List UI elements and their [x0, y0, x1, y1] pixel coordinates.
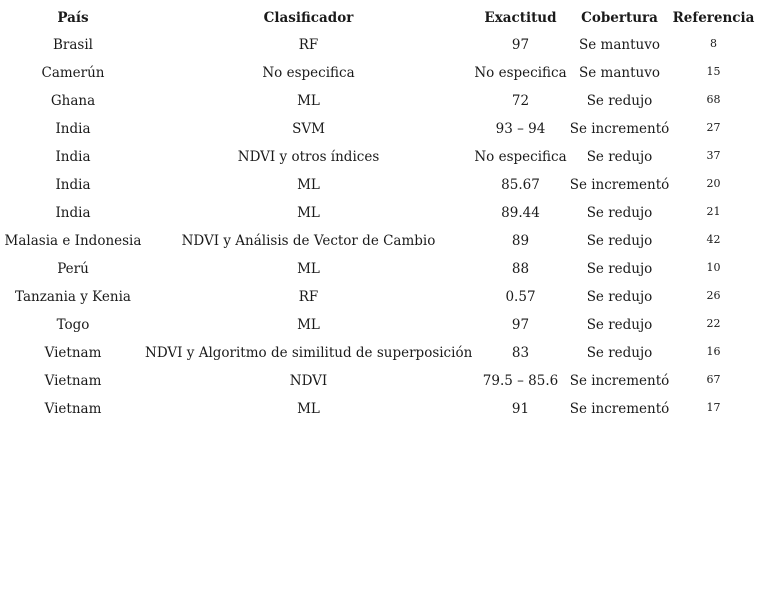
cell-cobertura: Se redujo	[586, 317, 653, 333]
cell-exactitud: 72	[511, 93, 530, 109]
table-row	[1, 339, 757, 367]
cell-pais: Perú	[57, 261, 89, 277]
cell-clasificador: ML	[297, 93, 320, 109]
cell-pais: India	[55, 149, 91, 165]
table-row	[1, 115, 757, 143]
cell-referencia: 68	[706, 93, 721, 106]
cell-exactitud: 97	[511, 317, 530, 333]
cell-exactitud: 0.57	[505, 289, 536, 305]
cell-exactitud: 89.44	[501, 205, 540, 221]
cell-cobertura: Se redujo	[586, 233, 653, 249]
header-pais: País	[57, 9, 89, 26]
cell-exactitud: 88	[511, 261, 530, 277]
cell-pais: Ghana	[50, 93, 96, 109]
cell-cobertura: Se redujo	[586, 261, 653, 277]
cell-pais: India	[55, 121, 91, 137]
table-row	[1, 31, 757, 59]
header-referencia: Referencia	[672, 9, 755, 26]
cell-pais: Malasia e Indonesia	[4, 233, 142, 249]
table-header	[1, 4, 757, 31]
cell-cobertura: Se incrementó	[569, 121, 670, 137]
cell-referencia: 10	[706, 261, 721, 274]
table-row	[1, 171, 757, 199]
table-row	[1, 227, 757, 255]
cell-clasificador: NDVI y otros índices	[237, 149, 380, 165]
cell-referencia: 21	[706, 205, 721, 218]
header-cobertura: Cobertura	[581, 9, 658, 26]
cell-exactitud: 93 – 94	[495, 121, 546, 137]
cell-exactitud: 89	[511, 233, 530, 249]
cell-referencia: 17	[706, 401, 721, 414]
cell-pais: Vietnam	[44, 401, 102, 417]
cell-cobertura: Se mantuvo	[579, 65, 660, 81]
table-row	[1, 59, 757, 87]
cell-clasificador: ML	[297, 261, 320, 277]
cell-pais: India	[55, 205, 91, 221]
header-exactitud: Exactitud	[484, 9, 557, 26]
cell-cobertura: Se incrementó	[569, 373, 670, 389]
cell-clasificador: NDVI y Algoritmo de similitud de superposición	[145, 345, 473, 361]
cell-cobertura: Se redujo	[586, 205, 653, 221]
table-row	[1, 367, 757, 395]
cell-cobertura: Se redujo	[586, 93, 653, 109]
table-row	[1, 255, 757, 283]
table-row	[1, 311, 757, 339]
cell-exactitud: 97	[511, 37, 530, 53]
cell-cobertura: Se mantuvo	[579, 37, 660, 53]
data-table	[1, 4, 757, 423]
cell-clasificador: NDVI y Análisis de Vector de Cambio	[181, 233, 436, 249]
table-body	[1, 31, 757, 423]
cell-pais: Vietnam	[44, 373, 102, 389]
cell-pais: Togo	[56, 317, 90, 333]
cell-referencia: 15	[706, 65, 721, 78]
cell-clasificador: RF	[298, 37, 319, 53]
cell-clasificador: No especifica	[262, 65, 355, 81]
cell-clasificador: ML	[297, 401, 320, 417]
cell-exactitud: No especifica	[474, 149, 567, 165]
table-row	[1, 199, 757, 227]
cell-cobertura: Se incrementó	[569, 177, 670, 193]
cell-exactitud: 91	[511, 401, 530, 417]
cell-clasificador: SVM	[292, 121, 325, 137]
header-row	[1, 4, 757, 31]
cell-referencia: 20	[706, 177, 721, 190]
cell-referencia: 8	[710, 37, 717, 50]
table-row	[1, 143, 757, 171]
cell-referencia: 37	[706, 149, 721, 162]
cell-pais: Brasil	[53, 37, 93, 53]
cell-cobertura: Se incrementó	[569, 401, 670, 417]
cell-exactitud: 83	[511, 345, 530, 361]
cell-exactitud: No especifica	[474, 65, 567, 81]
table-row	[1, 283, 757, 311]
cell-clasificador: ML	[297, 317, 320, 333]
cell-cobertura: Se redujo	[586, 345, 653, 361]
cell-referencia: 67	[706, 373, 721, 386]
cell-pais: Vietnam	[44, 345, 102, 361]
cell-pais: India	[55, 177, 91, 193]
cell-cobertura: Se redujo	[586, 149, 653, 165]
cell-referencia: 16	[706, 345, 721, 358]
cell-referencia: 26	[706, 289, 721, 302]
cell-referencia: 27	[706, 121, 721, 134]
cell-referencia: 22	[706, 317, 721, 330]
cell-exactitud: 79.5 – 85.6	[482, 373, 559, 389]
table-row	[1, 87, 757, 115]
cell-clasificador: RF	[298, 289, 319, 305]
cell-cobertura: Se redujo	[586, 289, 653, 305]
cell-clasificador: ML	[297, 177, 320, 193]
cell-pais: Tanzania y Kenia	[15, 289, 131, 305]
cell-clasificador: ML	[297, 205, 320, 221]
cell-referencia: 42	[706, 233, 721, 246]
cell-exactitud: 85.67	[501, 177, 540, 193]
header-clasificador: Clasificador	[263, 9, 354, 26]
table-row	[1, 395, 757, 423]
cell-clasificador: NDVI	[289, 373, 328, 389]
cell-pais: Camerún	[41, 65, 105, 81]
